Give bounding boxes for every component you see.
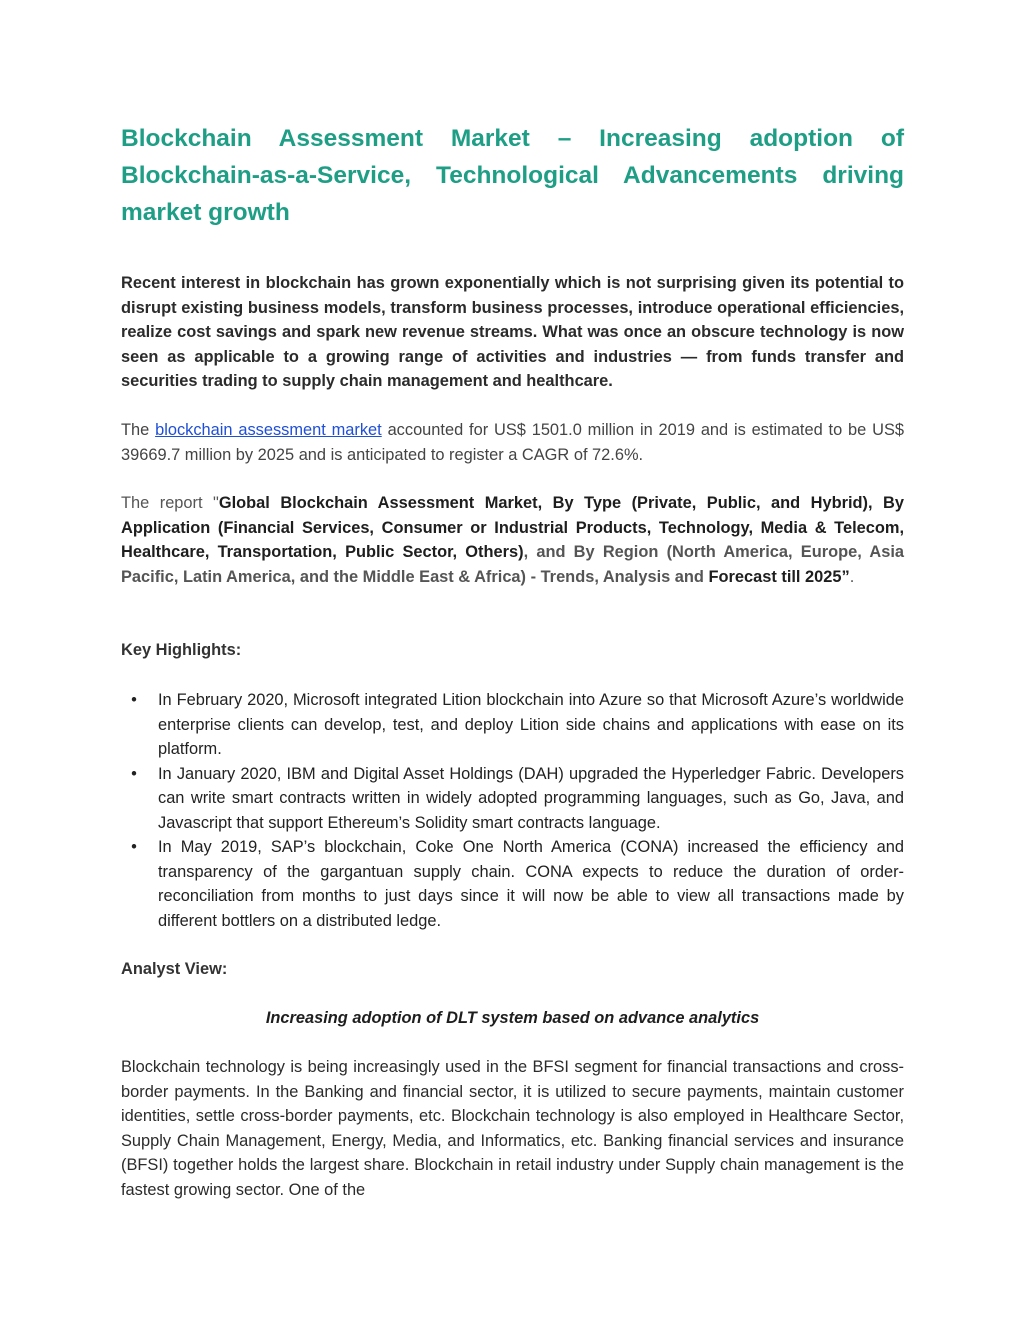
report-suffix: .	[849, 567, 855, 586]
key-highlights-heading: Key Highlights:	[121, 641, 242, 659]
body-paragraph: Blockchain technology is being increasingly used in the BFSI segment for financial transactions and cross-border payments. In the Banking and financial sector, it is utilized to secure payments, maintain customer identities, settle cross-border payments, etc. Blockchain technology is also employed in Healthcare Sector, Supply Chain Management, Energy, Media, and Informatics, etc. Banking financial services and insurance (BFSI) together holds the largest share. Blockchain in retail industry under Supply chain management is the fastest growing sector. One of the	[121, 1058, 904, 1199]
bullet-icon: •	[131, 838, 137, 856]
blockchain-assessment-market-link[interactable]: blockchain assessment market	[155, 421, 382, 439]
report-title-region: , and By Region (North America, Europe, Asia Pacific, Latin America, and the Middle East & Africa) - Trends, Analysis and	[121, 543, 904, 586]
report-paragraph	[121, 491, 904, 589]
market-prefix: The	[121, 421, 156, 439]
document-title: Blockchain Assessment Market – Increasing adoption of Blockchain-as-a-Service, Technological Advancements driving market growth	[121, 125, 904, 226]
bullet-icon: •	[131, 764, 137, 783]
analyst-subheading: Increasing adoption of DLT system based on advance analytics	[265, 1009, 760, 1027]
list-item	[121, 688, 904, 762]
highlight-text: In January 2020, IBM and Digital Asset Holdings (DAH) upgraded the Hyperledger Fabric. Developers can write smart contracts written in widely adopted programming languages, such as Go, Java, and Javascript that support Ethereum’s Solidity smart contracts language.	[158, 764, 904, 832]
report-title-end: Forecast till 2025”	[703, 567, 850, 586]
market-paragraph	[121, 418, 904, 467]
highlight-text: In February 2020, Microsoft integrated Lition blockchain into Azure so that Microsoft Azure’s worldwide enterprise clients can develop, test, and deploy Lition side chains and applications with ease on its platform.	[158, 691, 904, 758]
bullet-icon: •	[131, 691, 137, 709]
market-suffix: accounted for US$ 1501.0 million in 2019 and is estimated to be US$ 39669.7 million by 2025 and is anticipated to register a CAGR of 72.6%.	[121, 421, 904, 464]
highlights-list	[121, 688, 904, 933]
list-item	[121, 835, 904, 933]
report-title-strong: Global Blockchain Assessment Market, By Type (Private, Public, and Hybrid), By Application (Financial Services, Consumer or Industrial Products, Technology, Media & Telecom, Healthcare, Transportation, Public Sector, Others)	[121, 494, 904, 561]
list-item	[121, 762, 904, 836]
lead-paragraph: Recent interest in blockchain has grown exponentially which is not surprising given its potential to disrupt existing business models, transform business processes, introduce operational efficiencies, realize cost savings and spark new revenue streams. What was once an obscure technology is now seen as applicable to a growing range of activities and industries — from funds transfer and securities trading to supply chain management and healthcare.	[121, 274, 904, 390]
highlight-text: In May 2019, SAP’s blockchain, Coke One North America (CONA) increased the efficiency and transparency of the gargantuan supply chain. CONA expects to reduce the duration of order-reconciliation from months to just days since it will now be able to view all transactions made by different bottlers on a distributed ledge.	[158, 838, 904, 930]
report-prefix: The report "	[121, 494, 219, 512]
analyst-view-heading: Analyst View:	[121, 960, 228, 978]
